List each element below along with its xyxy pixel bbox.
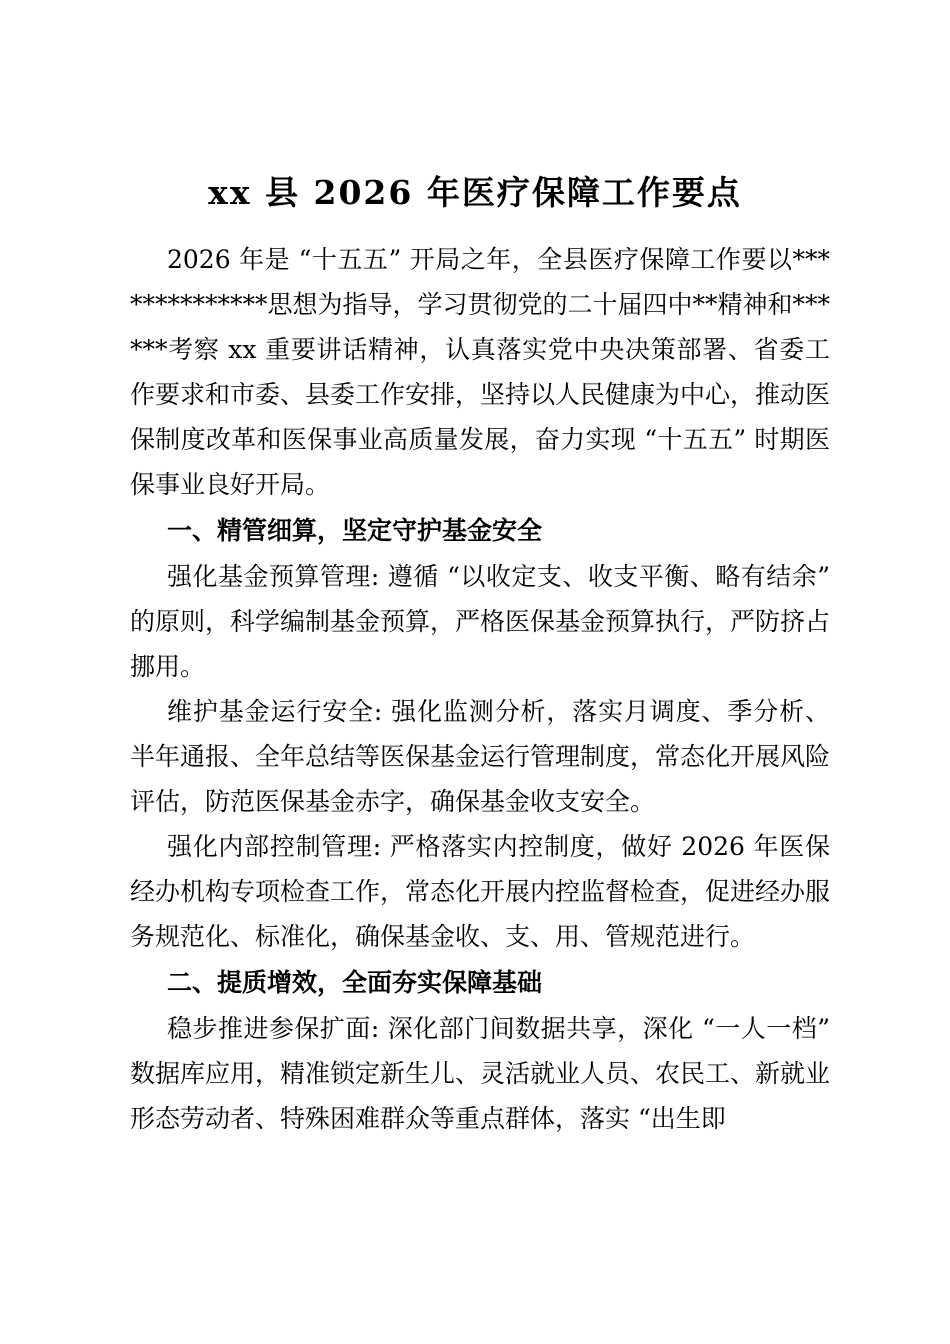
section-heading: 二、提质增效，全面夯实保障基础: [167, 968, 543, 997]
intro-paragraph: 2026 年是 “十五五” 开局之年，全县医疗保障工作要以**************思想为指导，学习贯彻党的二十届四中**精神和******考察 xx 重要讲话精神，认真落实党中央决策部署、省委工作要求和市委、县委工作安排，坚持以人民健康为中心，推动医保制度改革和医保事业高质量发展，奋力实现 “十五五” 时期医保事业良好开局。: [130, 245, 831, 499]
section-1: [130, 507, 830, 959]
section-2: [130, 959, 830, 1141]
document-body: [130, 237, 830, 1141]
section-paragraph: 稳步推进参保扩面: 深化部门间数据共享，深化 “一人一档” 数据库应用，精准锁定新生儿、灵活就业人员、农民工、新就业形态劳动者、特殊困难群众等重点群体，落实 “出生即: [130, 1014, 831, 1133]
section-paragraph: 强化内部控制管理: 严格落实内控制度，做好 2026 年医保经办机构专项检查工作，常态化开展内控监督检查，促进经办服务规范化、标准化，确保基金收、支、用、管规范进行。: [130, 832, 831, 951]
document-title: xx 县 2026 年医疗保障工作要点: [208, 173, 742, 212]
section-paragraph: 强化基金预算管理: 遵循 “以收定支、收支平衡、略有结余” 的原则，科学编制基金预算，严格医保基金预算执行，严防挤占挪用。: [130, 562, 831, 681]
section-heading: 一、精管细算，坚定守护基金安全: [167, 516, 543, 545]
section-paragraph: 维护基金运行安全: 强化监测分析，落实月调度、季分析、半年通报、全年总结等医保基金运行管理制度，常态化开展风险评估，防范医保基金赤字，确保基金收支安全。: [130, 697, 831, 816]
